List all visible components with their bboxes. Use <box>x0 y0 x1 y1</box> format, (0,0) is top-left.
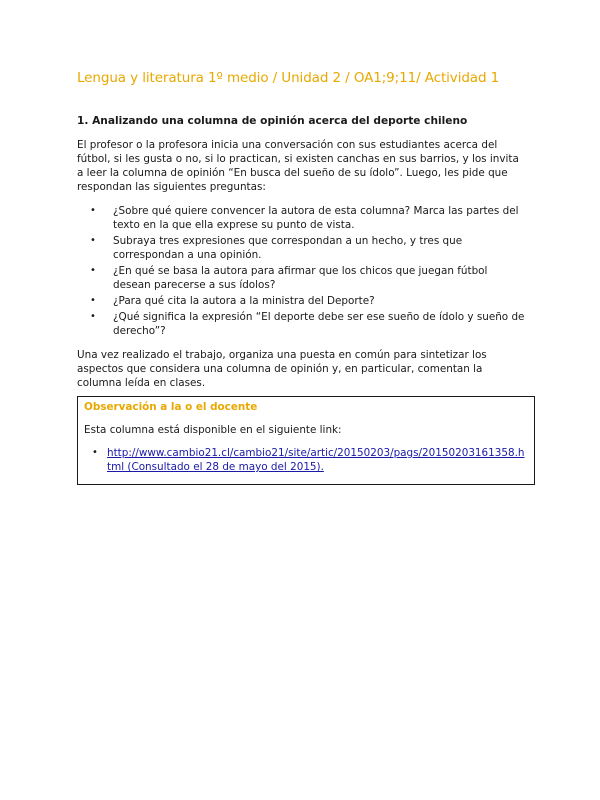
question-item <box>77 204 525 232</box>
question-item <box>77 310 525 338</box>
section-heading: 1. Analizando una columna de opinión acerca del deporte chileno <box>77 115 468 127</box>
question-list <box>77 204 525 338</box>
bullet-icon: • <box>90 311 96 322</box>
question-text: ¿En qué se basa la autora para afirmar que los chicos que juegan fútbol desean parecerse a sus ídolos? <box>113 265 488 291</box>
closing-paragraph: Una vez realizado el trabajo, organiza una puesta en común para sintetizar los aspectos que considera una columna de opinión y, en particular, comentan la columna leída en clases. <box>77 349 487 389</box>
teacher-note-box <box>77 396 535 485</box>
question-text: ¿Sobre qué quiere convencer la autora de esta columna? Marca las partes del texto en la que ella exprese su punto de vista. <box>113 205 519 231</box>
bullet-icon: • <box>90 235 96 246</box>
question-item <box>77 294 525 308</box>
bullet-icon: • <box>90 265 96 276</box>
question-text: ¿Para qué cita la autora a la ministra del Deporte? <box>113 295 375 307</box>
activity-content <box>77 114 525 485</box>
source-link[interactable]: http://www.cambio21.cl/cambio21/site/artic/20150203/pags/20150203161358.html (Consultado el 28 de mayo del 2015). <box>107 447 525 473</box>
question-text: ¿Qué significa la expresión “El deporte debe ser ese sueño de ídolo y sueño de derecho”? <box>113 311 525 337</box>
bullet-icon: • <box>90 205 96 216</box>
note-link-list <box>84 446 528 474</box>
note-text: Esta columna está disponible en el siguiente link: <box>84 424 342 436</box>
note-title: Observación a la o el docente <box>84 401 258 413</box>
bullet-icon: • <box>92 447 98 458</box>
question-item <box>77 234 525 262</box>
bullet-icon: • <box>90 295 96 306</box>
note-link-item <box>84 446 528 474</box>
question-item <box>77 264 525 292</box>
page-title: Lengua y literatura 1º medio / Unidad 2 / OA1;9;11/ Actividad 1 <box>77 70 500 86</box>
intro-paragraph: El profesor o la profesora inicia una conversación con sus estudiantes acerca del fútbol, si les gusta o no, si lo practican, si existen canchas en sus barrios, y los invita a leer la columna de opinión “En busca del sueño de su ídolo”. Luego, les pide que respondan las siguientes preguntas: <box>77 139 519 193</box>
question-text: Subraya tres expresiones que correspondan a un hecho, y tres que correspondan a una opinión. <box>113 235 463 261</box>
